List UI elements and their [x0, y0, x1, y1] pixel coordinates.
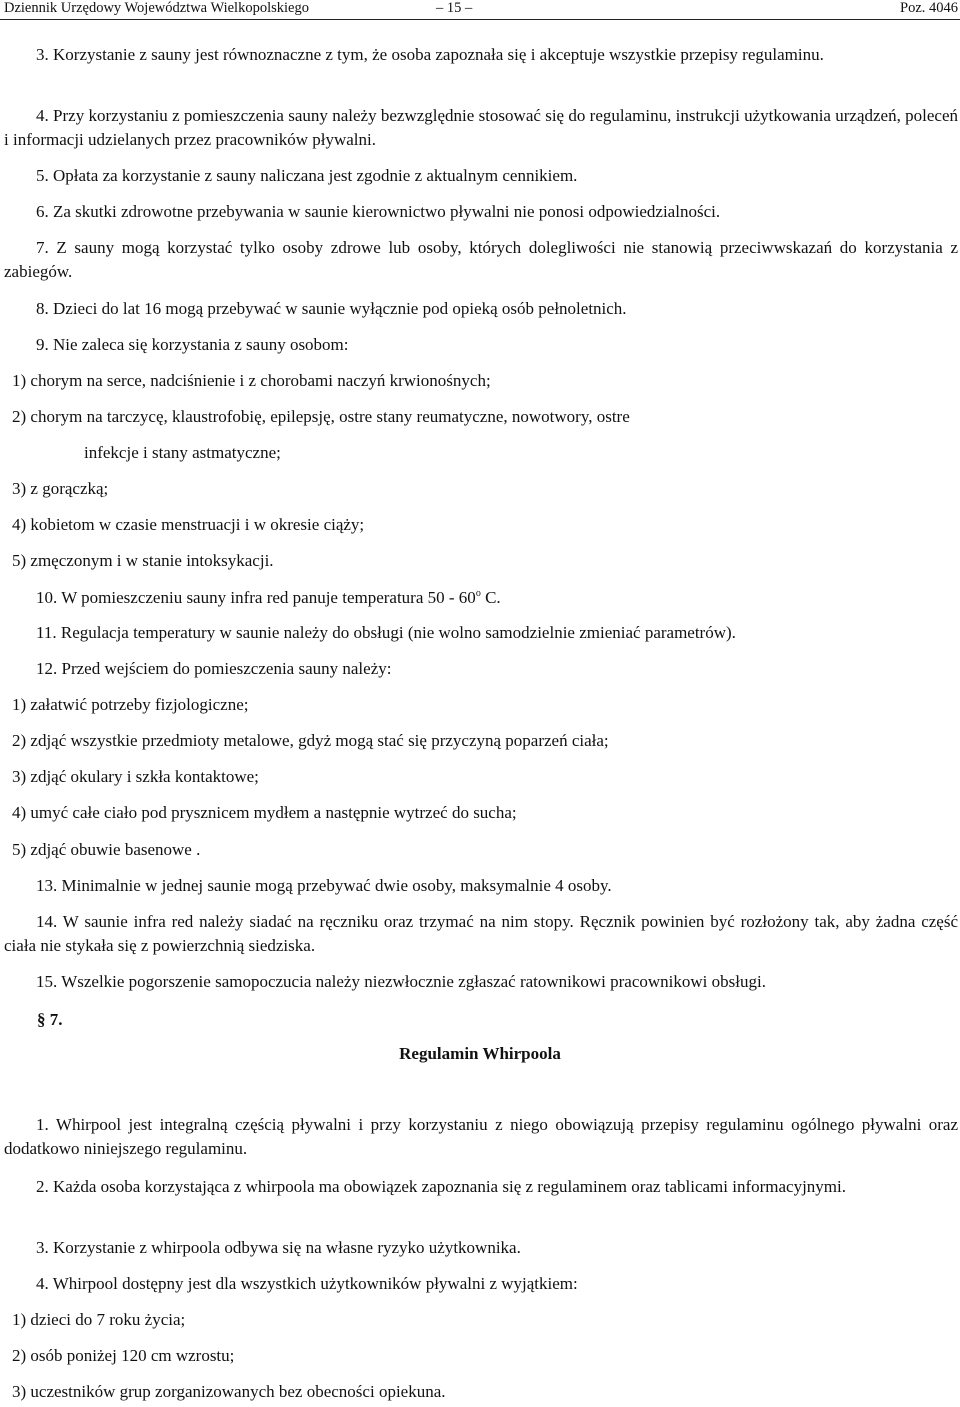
list-item: 3) uczestników grup zorganizowanych bez obecności opiekuna.	[12, 1382, 446, 1401]
paragraph-3: 3. Korzystanie z sauny jest równoznaczne z tym, że osoba zapoznała się i akceptuje wszystkie przepisy regulaminu.	[36, 45, 824, 64]
list-item: 3) z gorączką;	[12, 479, 109, 498]
section-title: Regulamin Whirpoola	[399, 1044, 561, 1063]
list-item: 1) chorym na serce, nadciśnienie i z chorobami naczyń krwionośnych;	[12, 371, 491, 390]
list-item: 5) zdjąć obuwie basenowe .	[12, 840, 201, 859]
whirpool-paragraph-1: 1. Whirpool jest integralną częścią pływalni i przy korzystaniu z niego obowiązują przepisy regulaminu ogólnego pływalni oraz dodatkowo niniejszego regulaminu.	[4, 1115, 958, 1158]
paragraph-14: 14. W saunie infra red należy siadać na ręczniku oraz trzymać na nim stopy. Ręcznik powinien być rozłożony tak, aby żadna część ciała nie stykała się z powierzchnią siedziska.	[4, 912, 958, 955]
position-number: Poz. 4046	[900, 0, 958, 16]
paragraph-4: 4. Przy korzystaniu z pomieszczenia sauny należy bezwzględnie stosować się do regulaminu, instrukcji użytkowania urządzeń, poleceń i informacji udzielanych przez pracowników pływalni.	[4, 106, 958, 149]
section-number: § 7.	[37, 1010, 63, 1029]
header-rule	[0, 19, 960, 20]
list-item-continuation: infekcje i stany astmatyczne;	[84, 443, 281, 462]
journal-name: Dziennik Urzędowy Województwa Wielkopolskiego	[4, 0, 309, 16]
list-item: 4) umyć całe ciało pod prysznicem mydłem a następnie wytrzeć do sucha;	[12, 803, 517, 822]
paragraph-11: 11. Regulacja temperatury w saunie należy do obsługi (nie wolno samodzielnie zmieniać parametrów).	[36, 623, 736, 642]
paragraph-7: 7. Z sauny mogą korzystać tylko osoby zdrowe lub osoby, których dolegliwości nie stanowią przeciwwskazań do korzystania z zabiegów.	[4, 238, 958, 281]
whirpool-paragraph-2: 2. Każda osoba korzystająca z whirpoola ma obowiązek zapoznania się z regulaminem oraz tablicami informacyjnymi.	[36, 1177, 847, 1196]
paragraph-13: 13. Minimalnie w jednej saunie mogą przebywać dwie osoby, maksymalnie 4 osoby.	[36, 876, 612, 895]
page-header	[0, 0, 960, 20]
whirpool-paragraph-3: 3. Korzystanie z whirpoola odbywa się na własne ryzyko użytkownika.	[36, 1238, 521, 1257]
paragraph-8: 8. Dzieci do lat 16 mogą przebywać w saunie wyłącznie pod opieką osób pełnoletnich.	[36, 299, 627, 318]
page-number: – 15 –	[436, 0, 473, 16]
paragraph-15: 15. Wszelkie pogorszenie samopoczucia należy niezwłocznie zgłaszać ratownikowi pracownikowi obsługi.	[36, 972, 766, 991]
whirpool-paragraph-4: 4. Whirpool dostępny jest dla wszystkich użytkowników pływalni z wyjątkiem:	[36, 1274, 578, 1293]
list-item: 1) dzieci do 7 roku życia;	[12, 1310, 186, 1329]
paragraph-5: 5. Opłata za korzystanie z sauny naliczana jest zgodnie z aktualnym cennikiem.	[36, 166, 578, 185]
list-item: 2) zdjąć wszystkie przedmioty metalowe, gdyż mogą stać się przyczyną poparzeń ciała;	[12, 731, 609, 750]
paragraph-10: 10. W pomieszczeniu sauny infra red panuje temperatura 50 - 60$^o$ C.	[36, 588, 501, 607]
list-item: 1) załatwić potrzeby fizjologiczne;	[12, 695, 249, 714]
paragraph-6: 6. Za skutki zdrowotne przebywania w saunie kierownictwo pływalni nie ponosi odpowiedzialności.	[36, 202, 721, 221]
list-item: 2) chorym na tarczycę, klaustrofobię, epilepsję, ostre stany reumatyczne, nowotwory, ostre	[12, 407, 630, 426]
paragraph-12: 12. Przed wejściem do pomieszczenia sauny należy:	[36, 659, 392, 678]
list-item: 5) zmęczonym i w stanie intoksykacji.	[12, 551, 274, 570]
list-item: 3) zdjąć okulary i szkła kontaktowe;	[12, 767, 259, 786]
list-item: 2) osób poniżej 120 cm wzrostu;	[12, 1346, 235, 1365]
paragraph-9: 9. Nie zaleca się korzystania z sauny osobom:	[36, 335, 349, 354]
list-item: 4) kobietom w czasie menstruacji i w okresie ciąży;	[12, 515, 365, 534]
